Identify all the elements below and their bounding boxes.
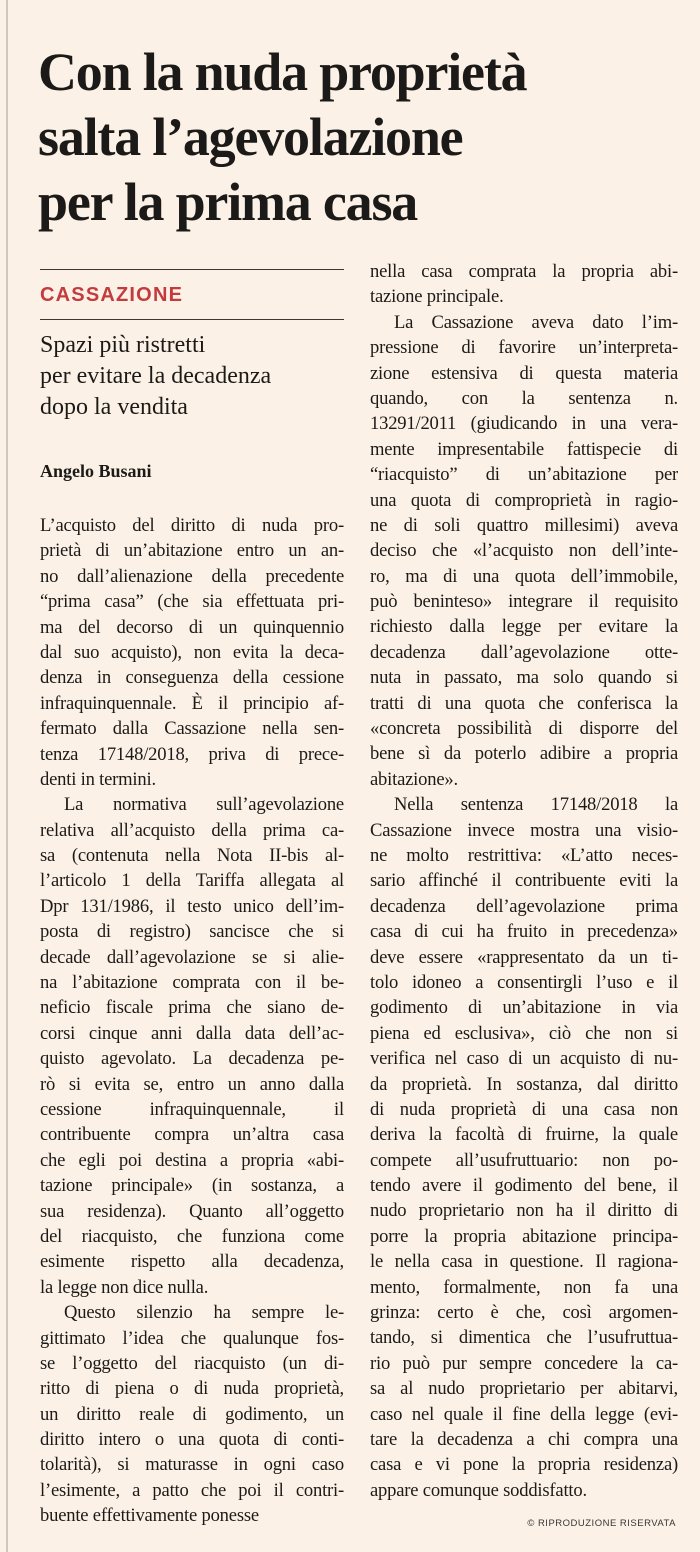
body-text-line: può beninteso» integrare il requisito — [370, 591, 678, 613]
body-text-line: piena ed esclusiva», ciò che non si — [370, 1022, 678, 1044]
body-text-line: nella casa comprata la propria abi- — [370, 261, 678, 282]
body-text-line: del riacquisto, che funziona come — [40, 1225, 344, 1247]
body-text-line: che egli poi destina a propria «abi- — [40, 1149, 344, 1171]
body-text-line: tando, si dimentica che l’usufruttua- — [370, 1327, 678, 1349]
body-text-line: pressione di favorire un’interpreta- — [370, 337, 678, 359]
body-text-line: quisto agevolato. La decadenza pe- — [40, 1048, 344, 1070]
body-text-line: tazione principale. — [370, 286, 504, 308]
body-text-line: nudo proprietario non ha il diritto di — [370, 1200, 678, 1222]
body-text-line: na l’abitazione comprata con il be- — [40, 972, 344, 994]
body-text-line: dal suo acquisto), non evita la deca- — [40, 641, 344, 663]
subheadline-line: dopo la vendita — [40, 394, 188, 420]
body-text-line: La Cassazione aveva dato l’im- — [394, 311, 678, 333]
body-text-line: la legge non dice nulla. — [40, 1276, 209, 1298]
body-text-line: Nella sentenza 17148/2018 la — [394, 794, 678, 816]
body-text-line: Dpr 131/1986, il testo unico dell’im- — [40, 895, 344, 917]
body-text-line: un diritto reale di godimento, un — [40, 1403, 344, 1425]
divider-top — [40, 269, 344, 270]
body-text-line: decadenza dall’agevolazione otte- — [370, 641, 678, 663]
body-text-line: caso nel quale il fine della legge (evi- — [370, 1403, 678, 1425]
subheadline-line: per evitare la decadenza — [40, 363, 272, 389]
body-column-right — [370, 259, 678, 1503]
body-text-line: buente effettivamente ponesse — [40, 1505, 259, 1527]
body-text-line: “riacquisto” di un’abitazione per — [370, 464, 678, 486]
body-text-line: tolo idoneo a consentirgli l’uso e il — [370, 971, 678, 993]
body-text-line: deciso che «l’acquisto non dell’inte- — [370, 540, 678, 562]
subheadline — [40, 330, 340, 423]
body-text-line: diritto intero o una quota di conti- — [40, 1429, 344, 1451]
body-text-line: deve essere «rappresentato da un ti- — [370, 946, 678, 968]
body-text-line: relativa all’acquisto della prima ca- — [40, 819, 344, 841]
copyright-notice: © RIPRODUZIONE RISERVATA — [527, 1518, 676, 1529]
body-text-line: quando, con la sentenza n. — [370, 387, 678, 409]
body-text-line: La normativa sull’agevolazione — [64, 794, 344, 816]
body-text-line: 13291/2011 (giudicando in una vera- — [370, 413, 678, 435]
body-text-line: ne molto restrittiva: «L’atto neces- — [370, 844, 678, 866]
body-text-line: verifica nel caso di un acquisto di nu- — [370, 1048, 678, 1070]
body-text-line: rò si evita se, entro un anno dalla — [40, 1073, 344, 1095]
body-text-line: «concreta possibilità di disporre del — [370, 718, 678, 740]
body-text-line: mento, formalmente, non fa una — [370, 1276, 678, 1298]
body-text-line: casa di cui ha fruito in precedenza» — [370, 921, 678, 943]
body-text-line: ne di soli quattro millesimi) aveva — [370, 514, 678, 536]
body-text-line: gittimato l’idea che qualunque fos- — [40, 1327, 344, 1349]
body-text-line: contribuente compra un’altra casa — [40, 1124, 344, 1146]
body-text-line: sa (contenuta nella Nota II-bis al- — [40, 845, 344, 867]
body-text-line: una quota di comproprietà in ragio- — [370, 489, 678, 511]
headline-line: per la prima casa — [38, 172, 418, 232]
body-text-line: ma del decorso di un quinquennio — [40, 616, 344, 638]
body-text-line: L’acquisto del diritto di nuda pro- — [40, 515, 344, 536]
body-text-line: esimente rispetto alla decadenza, — [40, 1251, 344, 1273]
body-text-line: sua residenza). Quanto all’oggetto — [40, 1200, 344, 1222]
author-byline: Angelo Busani — [40, 461, 152, 481]
body-text-line: ro, ma di una quota dell’immobile, — [370, 565, 678, 587]
body-text-line: denza in conseguenza della cessione — [40, 667, 344, 689]
body-text-line: fermato dalla Cassazione nella sen- — [40, 718, 344, 740]
body-text-line: di nuda proprietà di una casa non — [370, 1098, 678, 1120]
body-text-line: ritto di piena o di nuda proprietà, — [40, 1378, 344, 1400]
body-text-line: Questo silenzio ha sempre le- — [64, 1302, 344, 1324]
body-text-line: Cassazione invece mostra una visio- — [370, 819, 678, 841]
body-text-line: richiesto dalla legge per evitare la — [370, 616, 678, 638]
body-text-line: tazione principale» (in sostanza, a — [40, 1175, 344, 1197]
body-text-line: zione estensiva di questa materia — [370, 362, 678, 384]
body-text-line: le nella casa in questione. Il ragiona- — [370, 1251, 678, 1273]
body-text-line: tratti di una quota che conferisca la — [370, 692, 678, 714]
body-text-line: godimento di un’abitazione in via — [370, 997, 678, 1019]
body-text-line: l’esimente, a patto che poi il contri- — [40, 1479, 344, 1501]
body-text-line: l’articolo 1 della Tariffa allegata al — [40, 870, 344, 892]
body-text-line: rio può pur sempre concedere la ca- — [370, 1352, 678, 1374]
section-label: CASSAZIONE — [40, 284, 184, 306]
body-text-line: no dall’alienazione della precedente — [40, 565, 344, 587]
body-text-line: grinza: certo è che, così argomen- — [370, 1302, 678, 1324]
body-text-line: mente impresentabile fattispecie di — [370, 438, 678, 460]
body-text-line: decade dall’agevolazione se si alie- — [40, 946, 344, 968]
body-text-line: compete all’usufruttuario: non po- — [370, 1149, 678, 1171]
body-column-left — [40, 513, 344, 1529]
body-text-line: bene sì da poterlo adibire a propria — [370, 743, 678, 765]
divider-section — [40, 319, 344, 320]
body-text-line: prietà di un’abitazione entro un an- — [40, 540, 344, 562]
left-column-rule — [6, 0, 8, 1552]
body-text-line: posta di registro) sancisce che si — [40, 921, 344, 943]
headline-line: Con la nuda proprietà — [38, 42, 527, 102]
body-text-line: cessione infraquinquennale, il — [40, 1098, 344, 1120]
subheadline-line: Spazi più ristretti — [40, 332, 206, 358]
body-text-line: appare comunque soddisfatto. — [370, 1479, 587, 1501]
body-text-line: corsi cinque anni dalla data dell’ac- — [40, 1022, 344, 1044]
headline-line: salta l’agevolazione — [38, 107, 463, 167]
body-text-line: deriva la facoltà di fruirne, la quale — [370, 1124, 678, 1146]
body-text-line: nuta in passato, ma solo quando si — [370, 667, 678, 689]
body-text-line: infraquinquennale. È il principio af- — [40, 692, 344, 714]
body-text-line: tolarità), si maturasse in ogni caso — [40, 1454, 344, 1476]
body-text-line: neficio fiscale prima che siano de- — [40, 997, 344, 1019]
headline — [38, 40, 678, 235]
body-text-line: porre la propria abitazione principa- — [370, 1225, 678, 1247]
body-text-line: tendo avere il godimento del bene, il — [370, 1175, 678, 1197]
body-text-line: casa e vi pone la propria residenza) — [370, 1454, 678, 1476]
body-text-line: abitazione». — [370, 768, 458, 790]
body-text-line: tare la decadenza a chi compra una — [370, 1428, 678, 1450]
body-text-line: denti in termini. — [40, 768, 156, 790]
body-text-line: tenza 17148/2018, priva di prece- — [40, 743, 344, 765]
body-text-line: “prima casa” (che sia effettuata pri- — [40, 591, 344, 613]
body-text-line: se l’oggetto del riacquisto (un di- — [40, 1352, 344, 1374]
body-text-line: da proprietà. In sostanza, dal diritto — [370, 1073, 678, 1095]
body-text-line: sa al nudo proprietario per abitarvi, — [370, 1378, 678, 1400]
body-text-line: sario affinché il contribuente eviti la — [370, 870, 678, 892]
body-text-line: decadenza dell’agevolazione prima — [370, 895, 678, 917]
